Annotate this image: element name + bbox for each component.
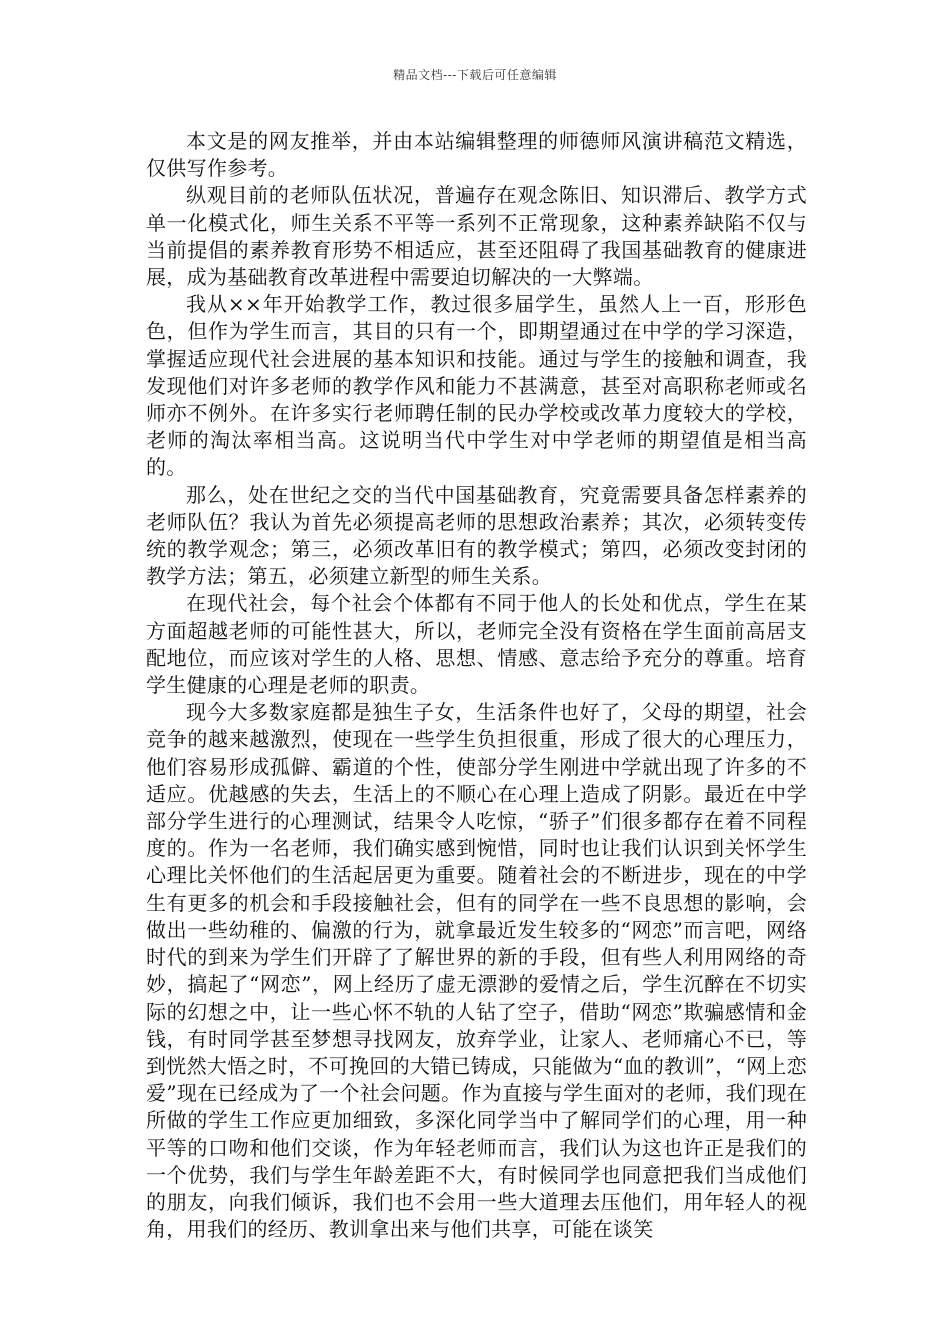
- paragraph-6: 现今大多数家庭都是独生子女，生活条件也好了，父母的期望，社会竞争的越来越激烈，使现在一些学生负担很重，形成了很大的心理压力，他们容易形成孤僻、霸道的个性，使部分学生刚进中学就出现了许多的不适应。优越感的失去，生活上的不顺心在心理上造成了阴影。最近在中学部分学生进行的心理测试，结果令人吃惊，“骄子”们很多都存在着不同程度的。作为一名老师，我们确实感到惋惜，同时也让我们认识到关怀学生心理比关怀他们的生活起居更为重要。随着社会的不断进步，现在的中学生有更多的机会和手段接触社会，但有的同学在一些不良思想的影响，会做出一些幼稚的、偏激的行为，就拿最近发生较多的“网恋”而言吧，网络时代的到来为学生们开辟了了解世界的新的手段，但有些人利用网络的奇妙，搞起了“网恋”，网上经历了虚无漂渺的爱情之后，学生沉醉在不切实际的幻想之中，让一些心怀不轨的人钻了空子，借助“网恋”欺骗感情和金钱，有时同学甚至梦想寻找网友，放弃学业，让家人、老师痛心不已，等到恍然大悟之时，不可挽回的大错已铸成，只能做为“血的教训”，“网上恋爱”现在已经成为了一个社会问题。作为直接与学生面对的老师，我们现在所做的学生工作应更加细致，多深化同学当中了解同学们的心理，用一种平等的口吻和他们交谈，作为年轻老师而言，我们认为这也许正是我们的一个优势，我们与学生年龄差距不大，有时候同学也同意把我们当成他们的朋友，向我们倾诉，我们也不会用一些大道理去压他们，用年轻人的视角，用我们的经历、教训拿出来与他们共享，可能在谈笑: [146, 700, 807, 1242]
- paragraph-intro: 本文是的网友推举，并由本站编辑整理的师德师风演讲稿范文精选，仅供写作参考。: [146, 129, 807, 181]
- paragraph-4: 那么，处在世纪之交的当代中国基础教育，究竟需要具备怎样素养的老师队伍？我认为首先必须提高老师的思想政治素养；其次，必须转变传统的教学观念；第三，必须改革旧有的教学模式；第四，必须改变封闭的教学方法；第五，必须建立新型的师生关系。: [146, 482, 807, 589]
- paragraph-5: 在现代社会，每个社会个体都有不同于他人的长处和优点，学生在某方面超越老师的可能性甚大，所以，老师完全没有资格在学生面前高居支配地位，而应该对学生的人格、思想、情感、意志给予充分的尊重。培育学生健康的心理是老师的职责。: [146, 591, 807, 698]
- paragraph-2: 纵观目前的老师队伍状况，普遍存在观念陈旧、知识滞后、教学方式单一化模式化，师生关系不平等一系列不正常现象，这种素养缺陷不仅与当前提倡的素养教育形势不相适应，甚至还阻碍了我国基础教育的健康进展，成为基础教育改革进程中需要迫切解决的一大弊端。: [146, 183, 807, 290]
- paragraph-3: 我从××年开始教学工作，教过很多届学生，虽然人上一百，形形色色，但作为学生而言，其目的只有一个，即期望通过在中学的学习深造，掌握适应现代社会进展的基本知识和技能。通过与学生的接触和调查，我发现他们对许多老师的教学作风和能力不甚满意，甚至对高职称老师或名师亦不例外。在许多实行老师聘任制的民办学校或改革力度较大的学校，老师的淘汰率相当高。这说明当代中学生对中学老师的期望值是相当高的。: [146, 292, 807, 480]
- page-header: 精品文档---下载后可任意编辑: [393, 68, 557, 82]
- document-body: [146, 128, 807, 1243]
